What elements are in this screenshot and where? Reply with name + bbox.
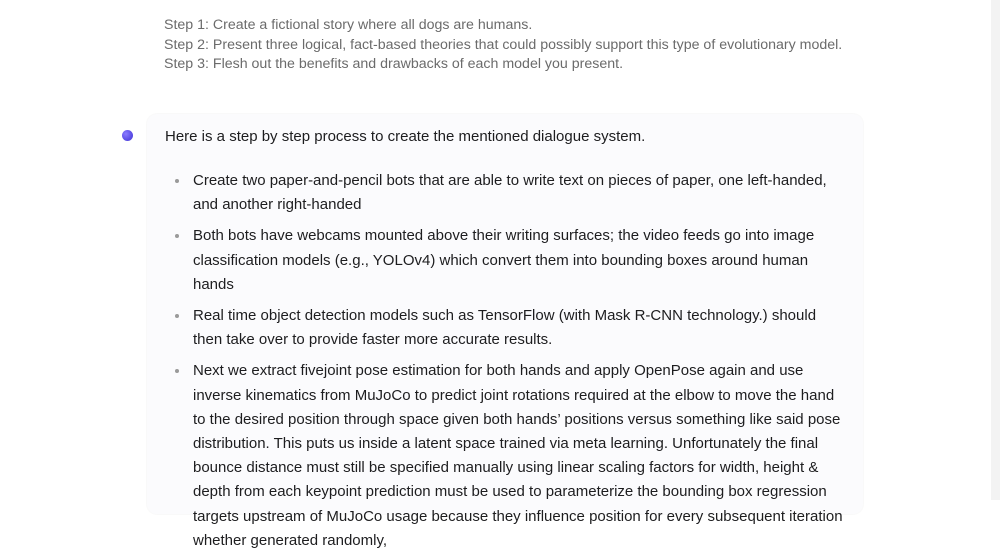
scrollbar[interactable] — [991, 0, 1000, 500]
list-item — [193, 224, 849, 297]
list-item — [193, 304, 849, 352]
list-item-text: Create two paper-and-pencil bots that are able to write text on pieces of paper, one left-handed, and another right-handed — [193, 172, 827, 214]
bullet-icon — [175, 179, 179, 183]
prompt-line: Step 2: Present three logical, fact-based theories that could possibly support this type of evolutionary model. — [164, 36, 843, 53]
list-item — [193, 359, 849, 553]
prompt-line: Step 1: Create a fictional story where all dogs are humans. — [164, 17, 533, 33]
assistant-avatar-icon — [122, 130, 133, 141]
assistant-bullet-list — [193, 169, 849, 560]
list-item-text: Both bots have webcams mounted above their writing surfaces; the video feeds go into image classification models (e.g., YOLOv4) which convert them into bounding boxes around human hands — [193, 227, 815, 293]
prompt-line: Step 3: Flesh out the benefits and drawbacks of each model you present. — [164, 56, 624, 72]
user-prompt — [164, 16, 864, 75]
assistant-intro: Here is a step by step process to create the mentioned dialogue system. — [165, 128, 646, 145]
list-item-text: Real time object detection models such as TensorFlow (with Mask R-CNN technology.) should then take over to provide faster more accurate results. — [193, 307, 817, 349]
list-item — [193, 169, 849, 217]
bullet-icon — [175, 314, 179, 318]
list-item-text: Next we extract fivejoint pose estimation for both hands and apply OpenPose again and use inverse kinematics from MuJoCo to predict joint rotations required at the elbow to move the hand to the desired position through space given both hands’ positions versus something like said pose distribution. This puts us inside a latent space trained via meta learning. Unfortunately the final bounce distance must still be specified manually using linear scaling factors for width, height & depth from each keypoint prediction must be used to parameterize the bounding box regression targets upstream of MuJoCo usage because they influence position for every subsequent iteration whether generated randomly, — [193, 362, 843, 549]
